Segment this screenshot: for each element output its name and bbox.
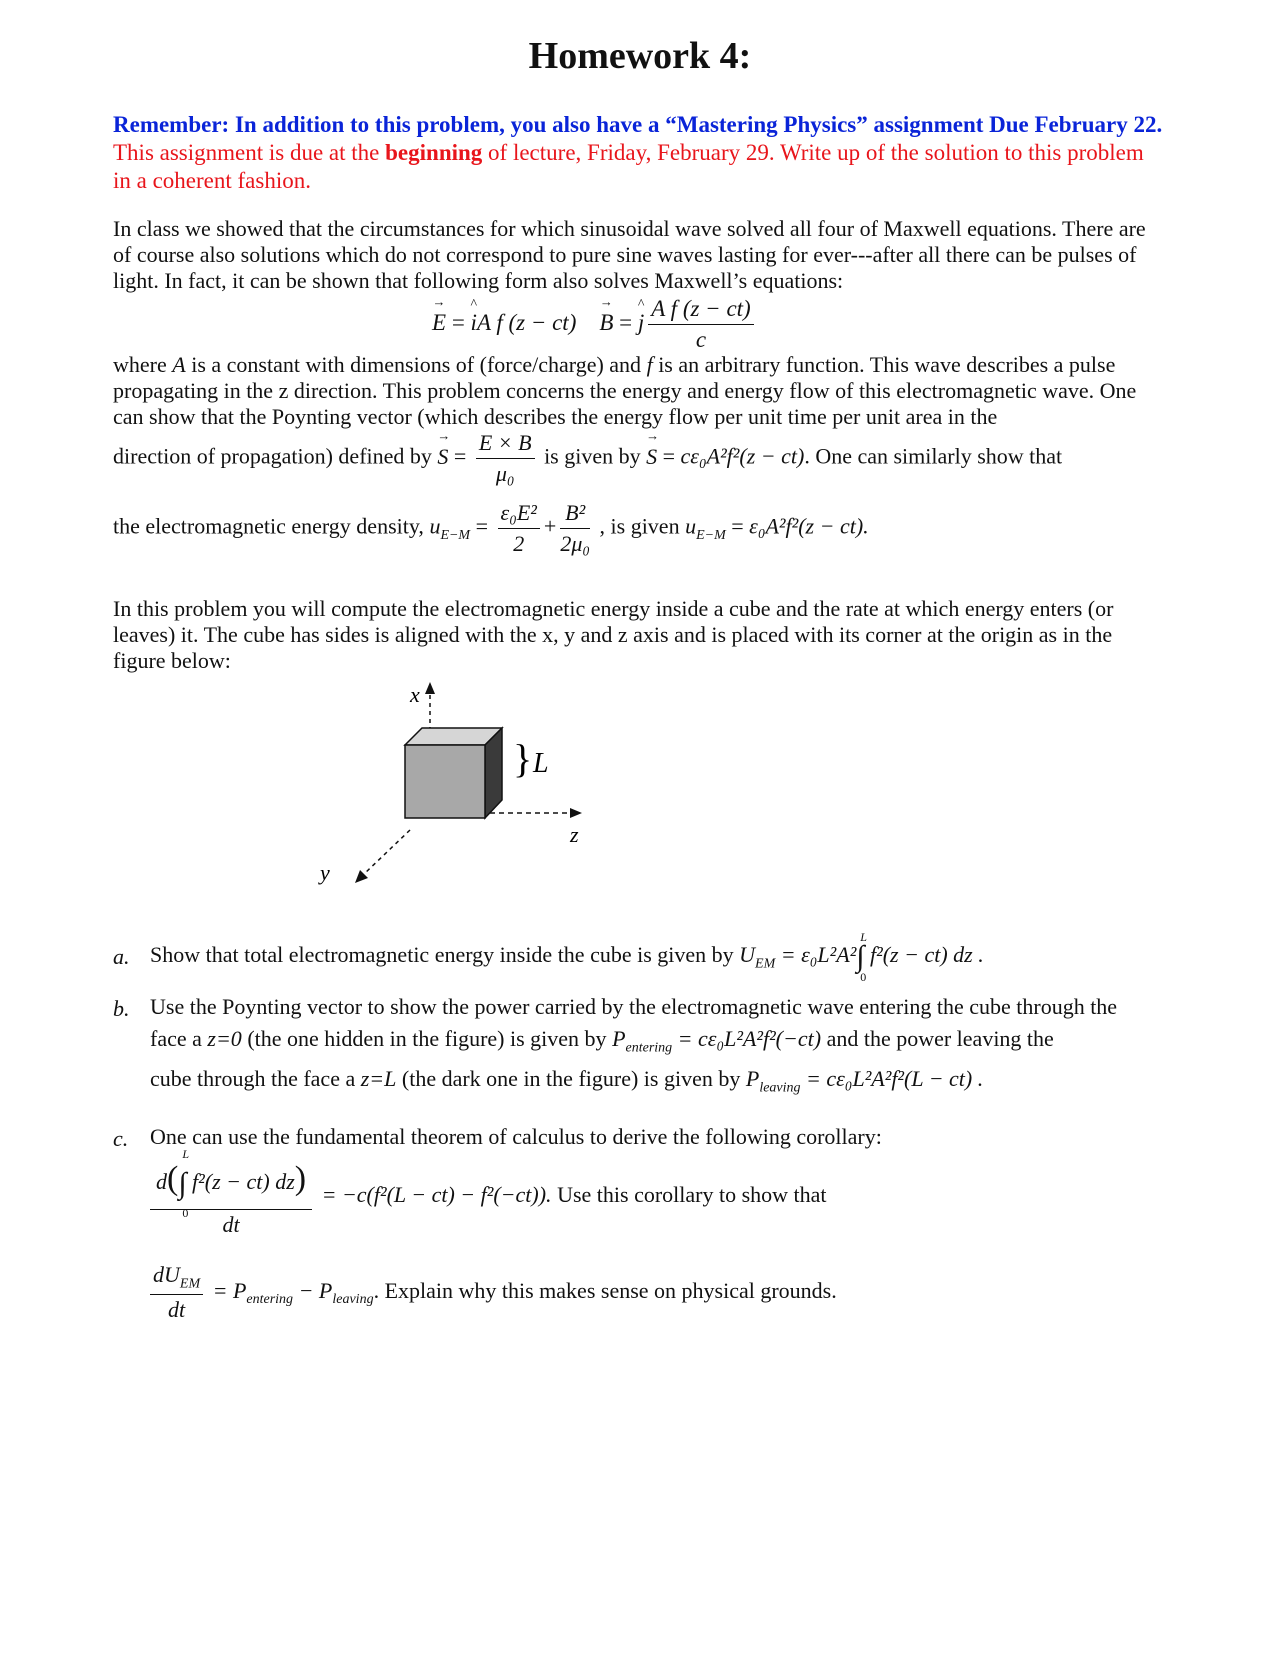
z-label: z xyxy=(570,822,579,847)
intro-paragraph: In class we showed that the circumstances for which sinusoidal wave solved all four of Maxwell equations. There are of course also solutions which do not correspond to pure sine waves lasting for ever---after all there can be pulses of light. In fact, it can be shown that following form also solves Maxwell’s equations: xyxy=(113,216,1146,293)
item-a-label: a. xyxy=(113,944,130,969)
field-equations: → E = ^ iA f (z − ct) → B = ^ j $\frac{\text{A f (z − ct)}}{c}$ xyxy=(432,296,758,353)
corollary-equation: d(∫ L 0 f²(z − ct) dz) dt = −c(f²(L − ct) − f²(−ct)). Use this corollary to show that xyxy=(150,1156,827,1238)
y-arrow xyxy=(355,870,368,883)
y-axis xyxy=(363,830,410,875)
poynting-line: direction of propagation) defined by → S = $\frac{E \times B}{\text{μ₀}}$ is given by → S = cε₀A²f²(z − ct). One can similarly show that xyxy=(113,430,1062,487)
x-arrow xyxy=(425,682,435,694)
z-arrow xyxy=(570,808,582,818)
y-label: y xyxy=(320,860,330,885)
item-c-text: One can use the fundamental theorem of calculus to derive the following corollary: xyxy=(150,1124,882,1149)
where-paragraph: where A is a constant with dimensions of (force/charge) and f is an arbitrary function. This wave describes a pulse propagating in the z direction. This problem concerns the energy and energy flow of this electromagnetic wave. One can show that the Poynting vector (which describes the energy flow per unit time per unit area in the xyxy=(113,352,1137,429)
page-title: Homework 4: xyxy=(528,35,752,77)
L-brace: } xyxy=(513,736,533,781)
energy-density-line: the electromagnetic energy density, $u_{E-M}$ = $\frac{\text{ε₀E²}}{2}$ + $\frac{\text{B²}}{\text{2μ₀}}$ , is given $u_{E-M} = \varepsilon_0A^2f^2(z - ct)$. xyxy=(113,500,869,556)
item-c-label: c. xyxy=(113,1126,129,1151)
remember-notice xyxy=(113,111,1163,195)
x-label: x xyxy=(410,682,420,707)
L-label: L xyxy=(533,748,549,779)
cube-front-face xyxy=(405,745,485,818)
remember-text: Remember: In addition to this problem, you also have a “Mastering Physics” assignment Due February 22. xyxy=(113,112,1163,137)
cube-figure xyxy=(320,680,630,910)
item-b-line3: cube through the face a z=L (the dark one in the figure) is given by $P_{leaving} = c\varepsilon_0L^2A^2f^2(L - ct)$ . xyxy=(150,1066,984,1096)
item-a-text: Show that total electromagnetic energy inside the cube is given by $U_{EM} = \varepsilon_0L^2A^2\int$ L 0 f²(z − ct) dz . xyxy=(150,929,984,984)
item-b-line2: face a z=0 (the one hidden in the figure) is given by $P_{entering} = c\varepsilon_0L^2A^2f^2(-ct)$ and the power leaving the xyxy=(150,1026,1054,1056)
item-b-label: b. xyxy=(113,996,130,1021)
item-b-line1: Use the Poynting vector to show the power carried by the electromagnetic wave entering the cube through the xyxy=(150,994,1118,1019)
due-notice: This assignment is due at the beginning of lecture, Friday, February 29. Write up of the solution to this problem in a coherent fashion. xyxy=(113,140,1144,193)
energy-rate-equation: $\frac{dU_{EM}}{dt}$ = $P_{entering} - P_{leaving}$. Explain why this makes sense on physical grounds. xyxy=(150,1262,837,1323)
problem-intro: In this problem you will compute the electromagnetic energy inside a cube and the rate at which energy enters (or leaves) it. The cube has sides is aligned with the x, y and z axis and is placed with its corner at the origin as in the figure below: xyxy=(113,596,1114,673)
cube-dark-face xyxy=(485,728,502,818)
